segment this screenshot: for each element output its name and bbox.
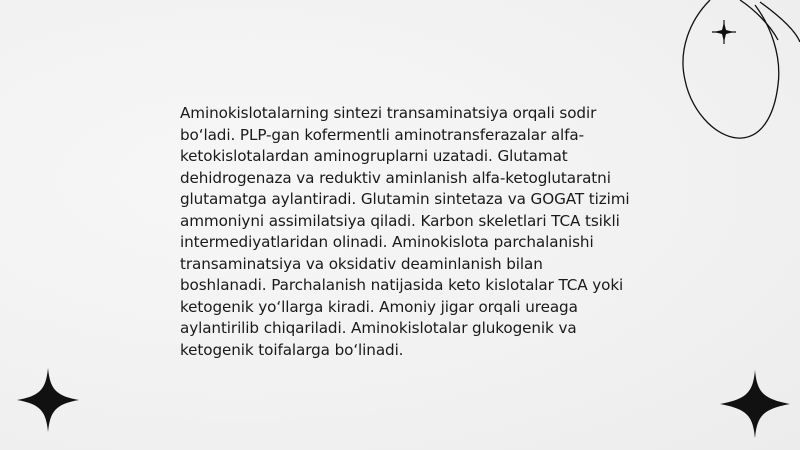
four-point-star-icon xyxy=(720,370,790,438)
four-point-star-icon xyxy=(17,368,79,432)
body-text: Aminokislotalarning sintezi transaminatsiya orqali sodir bo‘ladi. PLP-gan kofermentli aminotransferazalar alfa-ketokislotalardan aminogruplarni uzatadi. Glutamat dehidrogenaza va reduktiv aminlanish alfa-ketoglutaratni glutamatga aylantiradi. Glutamin sintetaza va GOGAT tizimi ammoniyni assimilatsiya qiladi. Karbon skeletlari TCA tsikli intermediyatlaridan olinadi. Aminokislota parchalanishi transaminatsiya va oksidativ deaminlanish bilan boshlanadi. Parchalanish natijasida keto kislotalar TCA yoki ketogenik yo‘llarga kiradi. Amoniy jigar orqali ureaga aylantirilib chiqariladi. Aminokislotalar glukogenik va ketogenik toifalarga bo‘linadi. xyxy=(180,104,630,359)
orbit-icon xyxy=(660,0,800,150)
